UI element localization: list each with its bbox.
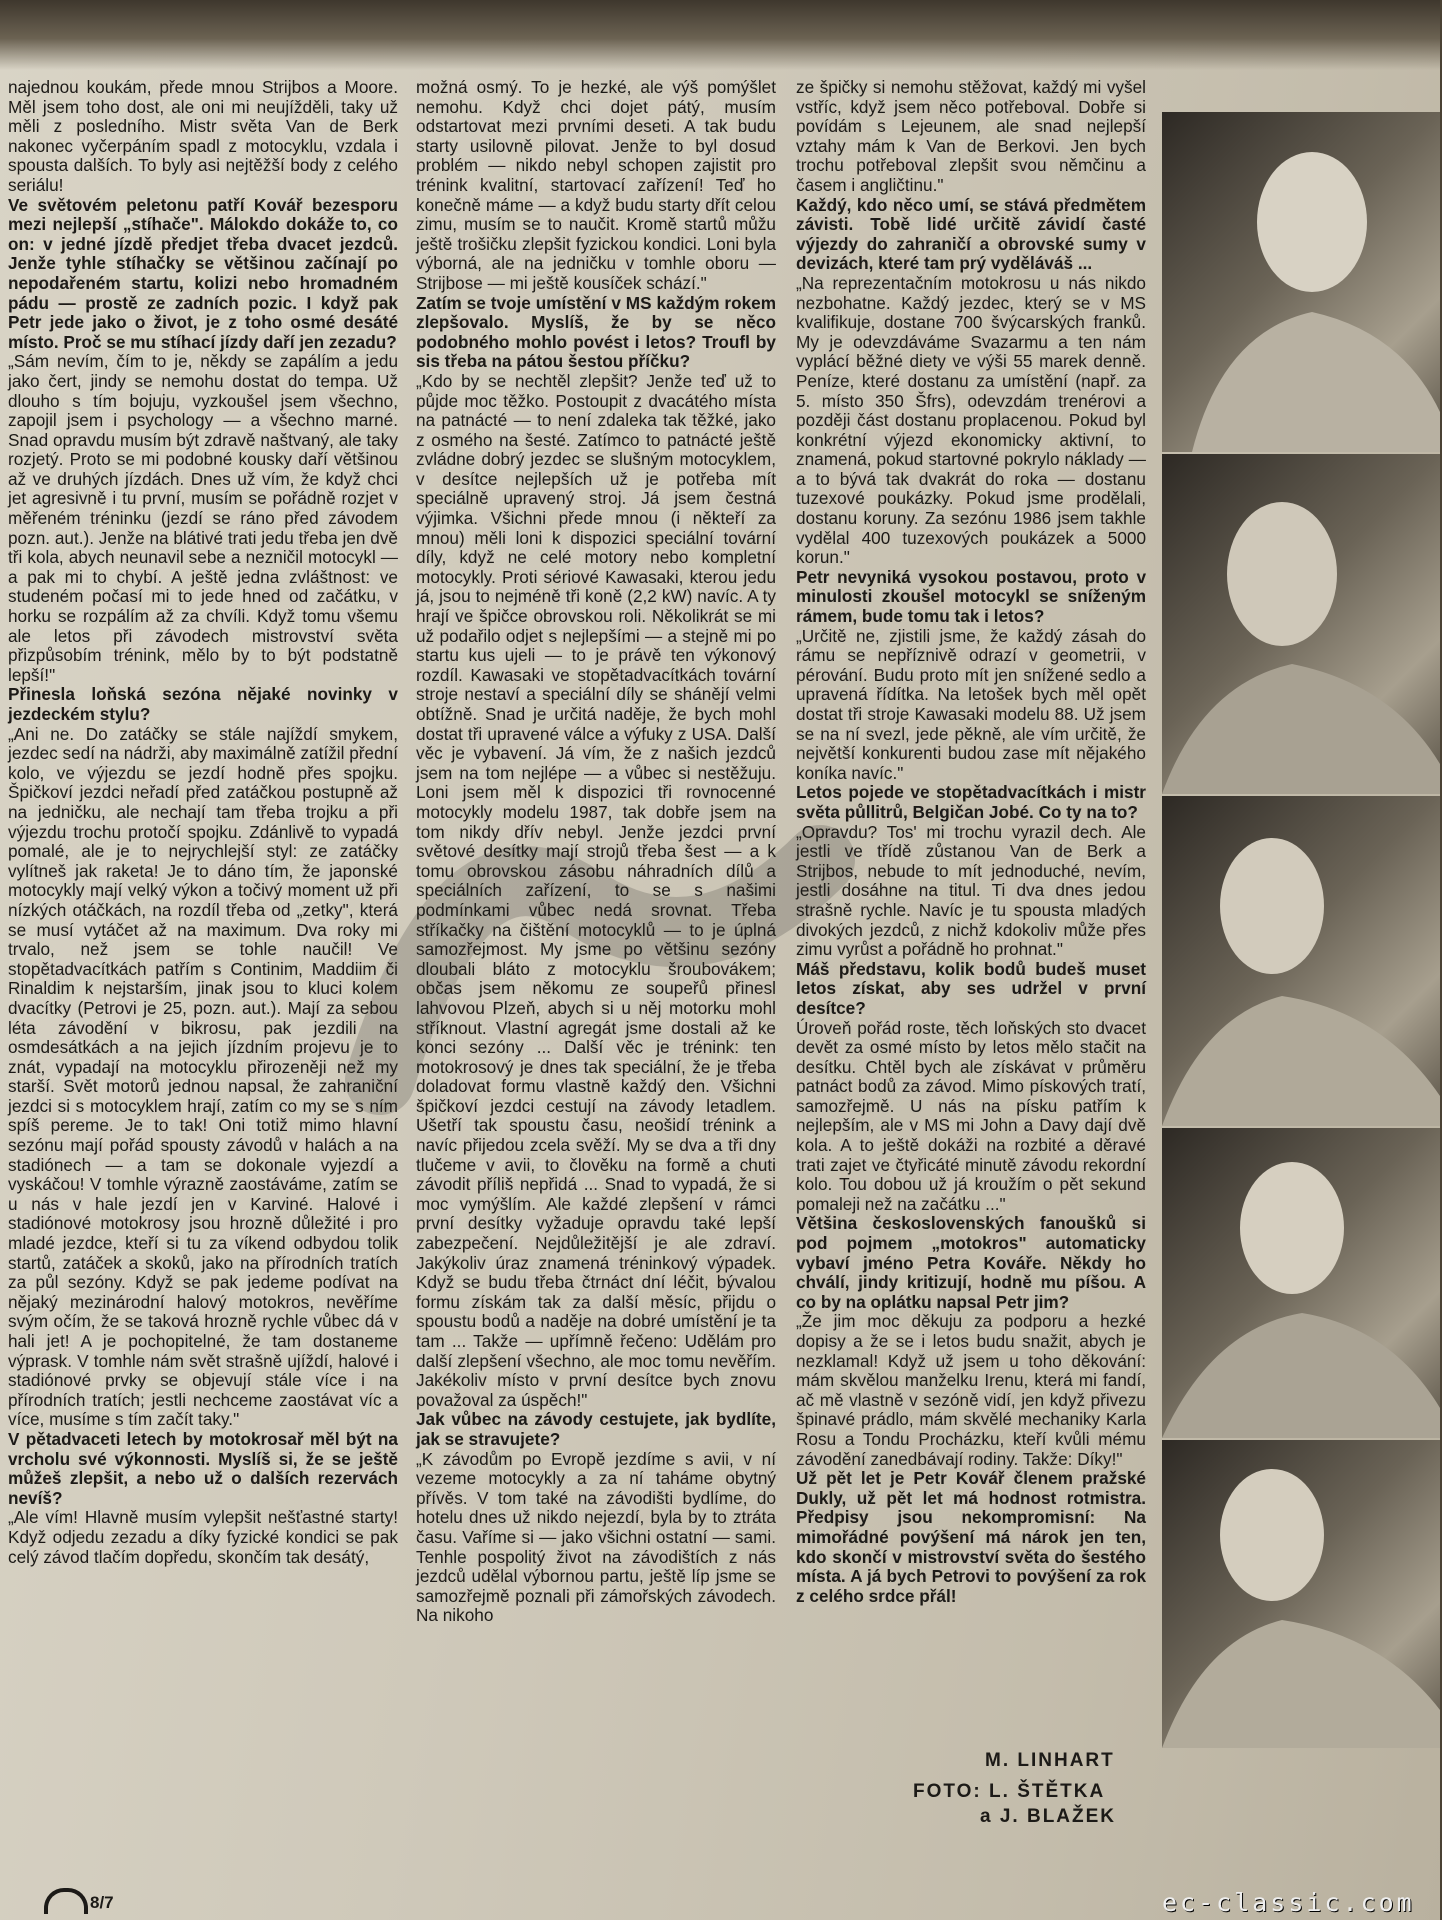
interview-question: V pětadvaceti letech by motokrosař měl být na vrcholu své výkonnosti. Myslíš si, že se ještě můžeš zlepšit, a nebo už o dalších rezervách nevíš?: [8, 1428, 403, 1508]
site-watermark: ec-classic.com: [1162, 1888, 1415, 1917]
interview-question: Už pět let je Petr Kovář členem pražské Dukly, už pět let má hodnost rotmistra. Předpisy jsou nekompromisní: Na mimořádné povýšení má nárok jen ten, kdo skončí v mistrovství světa do šestého místa. A já bych Petrovi to povýšení za rok z celého srdce přál!: [796, 1468, 1151, 1606]
article-column-3: [796, 77, 1151, 1768]
interview-paragraph: „Kdo by se nechtěl zlepšit? Jenže teď už to půjde moc těžko. Postoupit z dvacátého místa na patnácté — to není zdaleka tak těžké, jako z osmého na šesté. Zatímco to patnácté ještě zvládne dobrý jezdec se slušným motocyklem, v desítce nejlepších už je potřeba mít speciálně upravený stroj. Já jsem čestná výjimka. Všichni přede mnou (i někteří za mnou) měli loni k dispozici speciální tovární díly, když ne celé motory nebo kompletní motocykly. Proti sériové Kawasaki, kterou jedu já, jsou to nejméně tři koně (2,2 kW) navíc. A ty hrají ve špičce obrovskou roli. Několikrát se mi už podařilo odjet s nejlepšími — a stejně mi po startu kus ujeli — to je právě ten výkonový rozdíl. Kawasaki ve stopětadvacítkách tovární stroje nestaví a speciální díly se shánějí velmi obtížně. Snad je určitá naděje, že bych mohl dostat tři upravené válce a výfuky z USA. Další věc je vybavení. Já vím, že z našich jezdců jsem na tom nejlépe — a vůbec si nestěžuju. Loni jsem měl k dispozici tři rovnocenné motocykly modelu 1987, tak dobře jsem na tom nikdy dřív nebyl. Jenže jezdci první světové desítky mají strojů třeba šest — a k tomu obrovskou zásobu náhradních dílů a speciálních zařízení, to se s našimi podmínkami vůbec nedá srovnat. Třeba stříkačky na čištění motocyklů — to je úplná samozřejmost. My jsme po většinu sezóny dloubali bláto z motocyklu šroubovákem; občas jsem někomu ze soupeřů přinesl lahvovou Plzeň, abych si u něj motorku mohl stříknout. Vlastní agregát jsme dostali až ke konci sezóny ... Další věc je trénink: ten motokrosový je dnes tak speciální, že je třeba doladovat formu vlastně každý den. Všichni špičkoví jezdci cestují na závody letadlem. Ušetří tak spoustu času, neošidí trénink a navíc přijedou zcela svěží. My se dva a tři dny tlučeme v avii, to člověku na formě a chuti závodit příliš nepřidá ... Snad to vypadá, že si moc vymýšlím. Ale každé zlepšení v rámci první desítky vyžaduje opravdu také lepší zabezpečení. Nejdůležitější je ale zdraví. Jakýkoliv úraz znamená tréninkový výpadek. Když se budu třeba čtrnáct dní léčit, bývalou formu získám tak za další měsíc, přijdu o spoustu bodů a naděje na dobré umístění je ta tam ... Takže — upřímně řečeno: Udělám pro další zlepšení všechno, ale moc tomu nevěřím. Jakékoliv místo v první desítce bych znovu považoval za úspěch!": [416, 370, 781, 1410]
interview-question: Ve světovém peletonu patří Kovář bezesporu mezi nejlepší „stíhače". Málokdo dokáže to, co on: v jedné jízdě předjet třeba dvacet jezdců. Jenže tyhle stíhačky se většinou začínají po nepodařeném startu, kolizi nebo hromadném pádu — prostě ze zadních pozic. I když pak Petr jede jako o život, je z toho osmé desáté místo. Proč se mu stíhací jízdy daří jen zezadu?: [8, 194, 403, 352]
interview-question: Většina československých fanoušků si pod pojmem „motokros" automaticky vybaví jméno Petra Kováře. Někdy ho chválí, jindy kritizují, hodně mu píšou. A co by na oplátku napsal Petr jim?: [796, 1213, 1151, 1312]
interview-question: Přinesla loňská sezóna nějaké novinky v jezdeckém stylu?: [8, 684, 403, 724]
magazine-logo-icon: [44, 1888, 88, 1914]
page-number: 8/7: [90, 1893, 114, 1912]
photo-credit-line-1: FOTO: L. ŠTĚTKA: [913, 1781, 1106, 1802]
interview-paragraph: najednou koukám, přede mnou Strijbos a Moore. Měl jsem toho dost, ale oni mi neujížděli, taky už měli z posledního. Mistr světa Van de Berk nakonec vyčerpáním spadl z motocyklu, vzdala i spousta dalších. To byly asi nejtěžší body z celého seriálu!: [8, 77, 403, 195]
interview-question: Každý, kdo něco umí, se stává předmětem závisti. Tobě lidé určitě závidí časté výjezdy do zahraničí a obrovské sumy v devizách, které tam prý vyděláváš ...: [796, 194, 1151, 274]
interview-paragraph: „Opravdu? Tos' mi trochu vyrazil dech. Ale jestli ve třídě zůstanou Van de Berk a Strijbos, nebude to mít jednoduché, nevím, jestli dosáhne na titul. Ti dva dnes jedou strašně rychle. Navíc je tu spousta mladých divokých jezdců, z nichž kdokoliv může přes zimu vyrůst a pořádně ho prohnat.": [796, 821, 1151, 960]
page-top-shadow: [0, 0, 1440, 70]
interview-paragraph: „Určitě ne, zjistili jsme, že každý zásah do rámu se nepříznivě odrazí v geometrii, v pérování. Budu proto mít jen snížené sedlo a upravená řídítka. Na letošek bych měl opět dostat tři stroje Kawasaki modelu 88. Už jsem se na ní svezl, jede pěkně, ale vím určitě, že největší konkurenti budou zase mít nějakého koníka navíc.": [796, 625, 1151, 783]
interview-paragraph: ze špičky si nemohu stěžovat, každý mi vyšel vstříc, když jsem něco potřeboval. Dobře si povídám s Lejeunem, ale snad nejlepší vztahy mám k Van de Berkovi. Jen bych trochu potřeboval zlepšit svou němčinu a časem i angličtinu.": [796, 77, 1151, 195]
article-column-1: [8, 77, 403, 1888]
interview-question: Jak vůbec na závody cestujete, jak bydlíte, jak se stravujete?: [416, 1409, 781, 1449]
interview-paragraph: možná osmý. To je hezké, ale výš pomýšlet nemohu. Když chci dojet pátý, musím odstartovat mezi prvními deseti. A tak budu starty usilovně pilovat. Jenže to byl dosud problém — nikdo nebyl schopen zajistit pro trénink kvalitní, startovací zařízení! Teď ho konečně máme — a když budu starty dřít celou zimu, musím se to naučit. Kromě startů můžu ještě trošičku zlepšit fyzickou kondici. Loni byla výborná, ale na jedničku v tomhle oboru — Strijbose — mi ještě kousíček schází.": [416, 77, 781, 293]
interview-paragraph: „Že jim moc děkuju za podporu a hezké dopisy a že se i letos budu snažit, abych je nezklamal! Když už jsem u toho děkování: mám skvělou manželku Irenu, která mi fandí, ač mě vlastně v sezóně vidí, jen když přivezu špinavé prádlo, mám skvělé mechaniky Karla Rosu a Tondu Procházku, kteří kvůli mému závodění zanedbávají rodiny. Takže: Díky!": [796, 1311, 1151, 1469]
photo-portrait-2: [1162, 454, 1440, 794]
photo-portrait-3: [1162, 796, 1440, 1126]
author-byline: M. LINHART: [985, 1750, 1115, 1771]
photo-credit-line-2: a J. BLAŽEK: [980, 1806, 1117, 1827]
interview-question: Petr nevyniká vysokou postavou, proto v minulosti zkoušel motocykl se sníženým rámem, bude tomu tak i letos?: [796, 566, 1151, 627]
interview-question: Máš představu, kolik bodů budeš muset letos získat, aby ses udržel v první desítce?: [796, 958, 1151, 1018]
photo-portrait-1: [1162, 112, 1440, 452]
interview-paragraph: Úroveň pořád roste, těch loňských sto dvacet devět za osmé místo by letos mělo stačit na desítku. Chtěl bych ale získávat v průměru patnáct bodů za závod. Mimo pískových tratí, samozřejmě. U nás na písku patřím k nejlepším, ale v MS mi John a Davy dají dvě kola. A to ještě dokáži na rozbité a děravé trati zajet ve čtyřicáté minutě závodu rekordní kolo. Tou dobou už já kroužím o pět sekund pomaleji než na začátku ...": [796, 1017, 1151, 1214]
interview-paragraph: „Sám nevím, čím to je, někdy se zapálím a jedu jako čert, jindy se nemohu dostat do tempa. Už dlouho s tím bojuju, vyzkoušel jsem všechno, zapojil jsem i psychology — a všechno marné. Snad opravdu musím být zdravě naštvaný, ale taky rozjetý. Proto se mi podobné kousky daří většinou až ve druhých jízdách. Dnes už vím, že když chci jet agresivně i tu první, musím se pořádně rozjet v měřeném tréninku (jezdí se ráno před závodem pozn. aut.). Jenže na blátivé trati jedu třeba jen dvě tři kola, abych neunavil sebe a nezničil motocykl — a pak mi to chybí. A ještě jedna zvláštnost: ve studeném počasí mi to jede hned od začátku, v horku se rozpálím až za chvíli. Když tomu všemu ale letos při závodech mistrovství světa přizpůsobím trénink, mělo by to být podstatně lepší!": [8, 351, 403, 685]
interview-paragraph: „Ale vím! Hlavně musím vylepšit nešťastné starty! Když odjedu zezadu a díky fyzické kondici se pak celý závod tlačím dopředu, skončím tak desátý,: [8, 1507, 403, 1567]
interview-question: Zatím se tvoje umístění v MS každým rokem zlepšovalo. Myslíš, že by se něco podobného mohlo povést i letos? Troufl by sis třeba na pátou šestou příčku?: [416, 292, 781, 372]
article-column-2: [416, 77, 781, 1858]
interview-paragraph: „K závodům po Evropě jezdíme s avii, v ní vezeme motocykly a za ní taháme obytný přívěs. V tom také na závodišti bydlíme, do hotelu dnes už nikdo nejezdí, byla by to ztráta času. Vaříme si — jako všichni ostatní — sami. Tenhle pospolitý život na závodištích z nás jezdců udělal výbornou partu, ještě líp jsme se samozřejmě poznali při zámořských závodech. Na nikoho: [416, 1448, 781, 1626]
photo-portrait-5: [1162, 1440, 1440, 1748]
interview-paragraph: „Ani ne. Do zatáčky se stále najíždí smykem, jezdec sedí na nádrži, aby maximálně zatížil přední kolo, ve výjezdu se jezdí hodně přes spojku. Špičkoví jezdci neřadí před zatáčkou postupně až na jedničku, ale nechají tam třeba trojku a při výjezdu trochu protočí spojku. Zdánlivě to vypadá pomalé, ale je to nejrychlejší styl: ze zatáčky vylítneš jak raketa! Je to dáno tím, že japonské motocykly mají velký výkon a točivý moment už při nízkých otáčkách, na rozdíl třeba od „zetky", která se musí vytáčet až na maximum. Dva roky mi trvalo, než jsem se tohle naučil! Ve stopětadvacítkách patřím s Continim, Maddiim či Rinaldim k nejstarším, jinak jsou to kluci kolem dvacítky (Petrovi je 25, pozn. aut.). Mají za sebou léta závodění v bikrosu, pak jezdili na osmdesátkách a na jejich jízdním projevu je to znát, vypadají na motocyklu přirozeněji než my starší. Svět motorů jednou napsal, že zahraniční jezdci si s motocyklem hrají, zatím co my se s ním spíš pereme. Je to tak! Oni totiž mimo hlavní sezónu mají pořád spousty závodů v halách a na stadiónech — a tam se dokonale vyjezdí a vyskáčou! V tomhle výrazně zaostáváme, zatím se u nás v hale jezdí jen v Karviné. Halové i stadiónové motokrosy jsou hrozně důležité i pro mladé jezdce, kteří si tu za víkend odbydou tolik startů, zatáček a skoků, jako na přírodních tratích za půl sezóny. Když se pak jedeme podívat na nějaký mezinárodní halový motokros, nevěříme svým očím, že se taková hrozně rychle vůbec dá v hali jet! A je pochopitelné, že tam dostaneme výprask. V tomhle nám svět strašně ujíždí, halové i stadiónové prvky se objevují stále více i na přírodních tratích; jestli nechceme zaostávat víc a více, musíme s tím začít taky.": [8, 723, 403, 1430]
interview-question: Letos pojede ve stopětadvacítkách i mistr světa půllitrů, Belgičan Jobé. Co ty na to?: [796, 782, 1151, 822]
photo-portrait-4: [1162, 1128, 1440, 1438]
interview-paragraph: „Na reprezentačním motokrosu u nás nikdo nezbohatne. Každý jezdec, který se v MS kvalifikuje, dostane 700 švýcarských franků. My je odevzdáváme Svazarmu a ten nám vyplácí běžné diety ve výši 55 marek denně. Peníze, které dostanu za umístění (např. za 5. místo 350 Šfrs), odevzdám trenérovi a později část dostanu proplacenou. Pokud byl konkrétní výjezd ekonomicky aktivní, to znamená, pokud startovné pokrylo náklady — a to bývá tak dvakrát do roka — dostanu tuzexové poukázky. Pokud jsme prodělali, dostanu koruny. Za sezónu 1986 jsem takhle vydělal 400 tuzexových poukázek a 5000 korun.": [796, 272, 1151, 568]
